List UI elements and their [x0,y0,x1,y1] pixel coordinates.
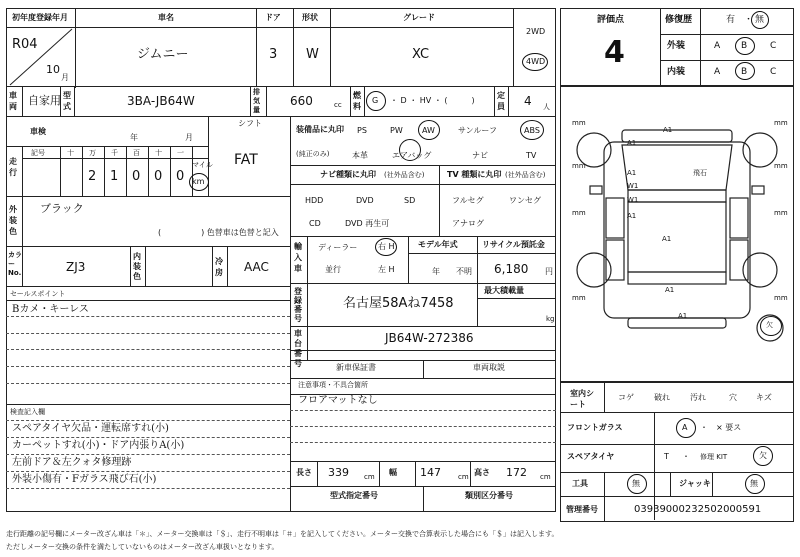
exterior-label: 外装 [667,41,686,51]
equipment-sub-label: (純正のみ) [296,150,330,158]
tv-label-sub: (社外品含む) [505,171,546,179]
navi-label: ナビ種類に丸印 [320,170,376,179]
mileage-unit-2: 千 [111,149,118,157]
height-value: 172 [506,466,527,479]
height-label: 高さ [474,468,490,477]
import-label: 輸入車 [294,242,302,273]
footer-line-1: 走行距離の記号欄にメーター改ざん車は「＊」、メーター交換車は「＄」、走行不明車は「＃」を記入してください。メーター交換で合算表示した場合にも「＄」は記入します。 [6,530,559,538]
tv-oneseg: ワンセグ [509,196,541,205]
windshield [628,190,726,202]
first-reg-label: 初年度登録年月 [12,13,68,22]
jack-label: ジャッキ [679,479,711,488]
spare-tire-none: 欠 [759,451,767,460]
mileage-digit-1: 2 [88,169,97,184]
inspection-label: 車検 [30,127,46,136]
width-label: 幅 [389,468,397,477]
color-label: 外装色 [9,205,17,236]
exterior-c: C [770,41,777,51]
drive-2wd: 2WD [526,27,546,36]
displacement-label: 排気量 [253,88,260,114]
max-load-label: 最大積載量 [484,286,524,295]
import-parallel: 並行 [325,265,341,274]
rear-glass [628,272,726,284]
model-year-unknown: 不明 [456,267,472,276]
mm-label-7: mm [774,294,788,302]
seat-tear: 破れ [654,393,670,402]
mileage-digit-2: 1 [110,169,119,184]
inspector-line-2: 左前ドア＆左クォタ修理跡 [12,457,132,468]
equip-navi: ナビ [472,151,488,160]
notes-label: 注意事項・不具合箇所 [298,381,368,389]
sales-point-label: セールスポイント [10,290,66,298]
registration-label: 登録番号 [294,287,302,323]
recycle-label: リサイクル預託金 [482,240,545,249]
color-note: ( ) 色替車は色替と記入 [158,228,279,237]
spare-tire-kit: 修理 KIT [700,453,728,461]
mm-label-3: mm [774,162,788,170]
navi-dvd-play: DVD 再生可 [345,219,390,228]
mark-a1-hood: A1 [663,126,673,134]
chassis-label: 車台番号 [294,329,302,368]
spare-tire-t: T [664,452,669,461]
usage-value: 自家用 [28,94,61,107]
tv-fullseg: フルセグ [452,196,484,205]
repair-dot: ・ [744,15,754,25]
rear-bumper [628,318,726,328]
month-unit: 月 [61,73,69,82]
grade-value: XC [412,47,430,62]
mileage-digit-3: 0 [132,169,141,184]
left-mirror [590,186,602,194]
model-value: 3BA-JB64W [127,94,195,108]
mark-w1-b: W1 [627,196,639,204]
vehicle-manual: 車両取説 [473,363,505,372]
sales-point-value: Bカメ・キーレス [12,304,89,315]
displacement-unit: cc [334,101,342,109]
mark-a1-bottom: A1 [678,312,688,320]
inspector-line-1: カーペットすれ(小)・ドア内張りA(小) [12,440,185,451]
interior-seat-label: 室内シート [570,389,594,409]
new-car-warranty: 新車保証書 [336,363,376,372]
repair-history-label: 修復歴 [665,15,693,25]
windshield-replace: ・ × 要ス [700,423,742,432]
body-outline [604,139,750,318]
interior-label: 内装 [667,67,686,77]
recycle-unit: 円 [545,267,553,276]
tools-value: 無 [632,479,640,488]
tools-label: 工具 [572,479,588,488]
mile-label: マイル [192,161,213,169]
footer-line-2: ただしメーター交換の条件を満たしていないものはメーター改ざん車扱いとなります。 [6,543,279,551]
shift-label: シフト [238,119,262,128]
height-unit: cm [540,473,551,481]
model-year-label: モデル年式 [418,240,458,249]
shape-label: 形状 [302,13,318,22]
mark-a1-tail: A1 [662,235,672,243]
color-no-label: カラーNo. [8,251,22,277]
equip-leather: 本革 [352,151,368,160]
car-diagram [562,90,792,380]
interior-c: C [770,67,777,77]
navi-cd: CD [309,219,321,228]
tv-label: TV 種類に丸印 [447,170,502,179]
length-label: 長さ [296,468,312,477]
management-value: 03939000232502000591 [634,504,762,515]
import-left-h: 左 H [378,265,395,274]
mm-label-2: mm [572,162,586,170]
inspector-line-3: 外装小傷有・Fガラス飛び石(小) [12,474,157,485]
type-number-label: 型式指定番号 [330,491,378,500]
spare-tire-dot: ・ [682,452,690,461]
fuel-g: G [372,96,379,105]
inspector-line-0: スペアタイヤ欠品・運転席すれ(小) [12,423,169,434]
equip-pw: PW [390,126,403,135]
right-front-door [730,198,748,238]
import-dealer: ディーラー [318,243,358,252]
ac-value: AAC [244,260,269,274]
mark-a1-rear: A1 [627,212,637,220]
mm-label-4: mm [572,209,586,217]
equip-airbag: エアバッグ [392,151,432,160]
navi-sd: SD [404,196,416,205]
door-label: ドア [265,13,281,22]
interior-color-label: 内装色 [133,252,141,281]
usage-label: 車両 [9,91,17,111]
fuel-label: 燃料 [353,91,361,111]
inspection-month-unit: 月 [185,133,193,142]
inspection-year-unit: 年 [130,133,138,142]
capacity-value: 4 [524,94,532,108]
mark-a1-bumper: A1 [665,286,675,294]
mark-a1-front: A1 [627,139,637,147]
first-reg-month: 10 [46,63,60,76]
mark-w1-a: W1 [627,182,639,190]
mileage-digit-4: 0 [154,169,163,184]
inspector-label: 検査記入欄 [10,408,45,416]
left-rear-panel [606,240,624,280]
exterior-a: A [714,41,721,51]
seat-burn: コゲ [618,393,634,402]
mileage-symbol-label: 記号 [31,149,45,157]
interior-b: B [741,67,748,77]
notes-value: フロアマットなし [298,395,378,406]
mileage-digit-5: 0 [176,169,185,184]
grade-label: グレード [403,13,435,22]
equip-sunroof: サンルーフ [458,126,497,135]
tv-analog: アナログ [452,219,484,228]
equip-abs: ABS [524,126,540,135]
chassis-value: JB64W-272386 [385,331,474,345]
exterior-b: B [741,41,748,51]
windshield-a: A [682,423,688,432]
width-unit: cm [458,473,469,481]
navi-hdd: HDD [305,196,324,205]
car-name: ジムニー [137,47,189,62]
mm-label-5: mm [774,209,788,217]
equipment-label: 装備品に丸印 [296,125,344,134]
management-label: 管理番号 [566,505,598,514]
color-value: ブラック [40,202,84,215]
score-label: 評価点 [597,15,625,25]
length-value: 339 [328,466,349,479]
length-unit: cm [364,473,375,481]
registration-value: 名古屋58Aね7458 [343,296,454,311]
mm-label-1: mm [774,119,788,127]
spare-tire-label: スペアタイヤ [567,452,615,461]
navi-label-sub: (社外品含む) [384,171,425,179]
mark-chip: 飛石 [693,169,707,177]
repair-no: 無 [755,15,765,25]
capacity-unit: 人 [543,103,550,111]
interior-a: A [714,67,721,77]
right-rear-panel [730,240,748,280]
equip-tv: TV [526,151,537,160]
km-label: km [192,177,205,186]
ac-label: 冷房 [215,257,223,277]
drive-4wd: 4WD [526,57,546,66]
seat-stain: 汚れ [690,393,706,402]
model-label: 型式 [63,91,71,111]
shape-value: W [306,47,319,62]
import-right-h: 右 H [378,242,395,251]
first-reg-era: R04 [12,37,38,52]
roof [628,202,726,272]
jack-value: 無 [750,479,758,488]
right-mirror [752,186,764,194]
wheel-front-right [743,133,777,167]
car-name-label: 車名 [158,13,174,22]
mileage-unit-3: 百 [133,149,140,157]
mm-label-0: mm [572,119,586,127]
color-no-value: ZJ3 [66,260,86,274]
width-value: 147 [420,466,441,479]
mileage-unit-5: 一 [177,149,184,157]
mark-a1-door: A1 [627,169,637,177]
recycle-value: 6,180 [494,262,529,276]
max-load-unit: kg [546,315,555,323]
mileage-unit-4: 十 [155,149,162,157]
front-bumper [622,130,732,142]
seat-hole: 穴 [729,393,737,402]
equip-aw: AW [422,126,435,135]
mileage-unit-1: 万 [89,149,96,157]
mileage-unit-0: 十 [67,149,74,157]
hood [622,145,732,190]
navi-dvd: DVD [356,196,374,205]
mark-missing: 欠 [766,321,773,329]
mileage-label: 走行 [9,157,17,177]
door-value: 3 [269,47,278,62]
seat-scratch: キズ [756,393,772,402]
mm-label-6: mm [572,294,586,302]
left-front-door [606,198,624,238]
capacity-label: 定員 [497,91,505,111]
model-year-unit: 年 [432,267,440,276]
shift-value: FAT [234,152,258,168]
repair-yes: 有 [726,15,736,25]
windshield-label: フロントガラス [567,423,623,432]
equip-ps: PS [357,126,367,135]
score-value: 4 [604,35,625,70]
fuel-options: ・ D ・ HV ・ ( ) [390,96,475,105]
displacement-value: 660 [290,94,313,108]
class-number-label: 類別区分番号 [465,491,513,500]
